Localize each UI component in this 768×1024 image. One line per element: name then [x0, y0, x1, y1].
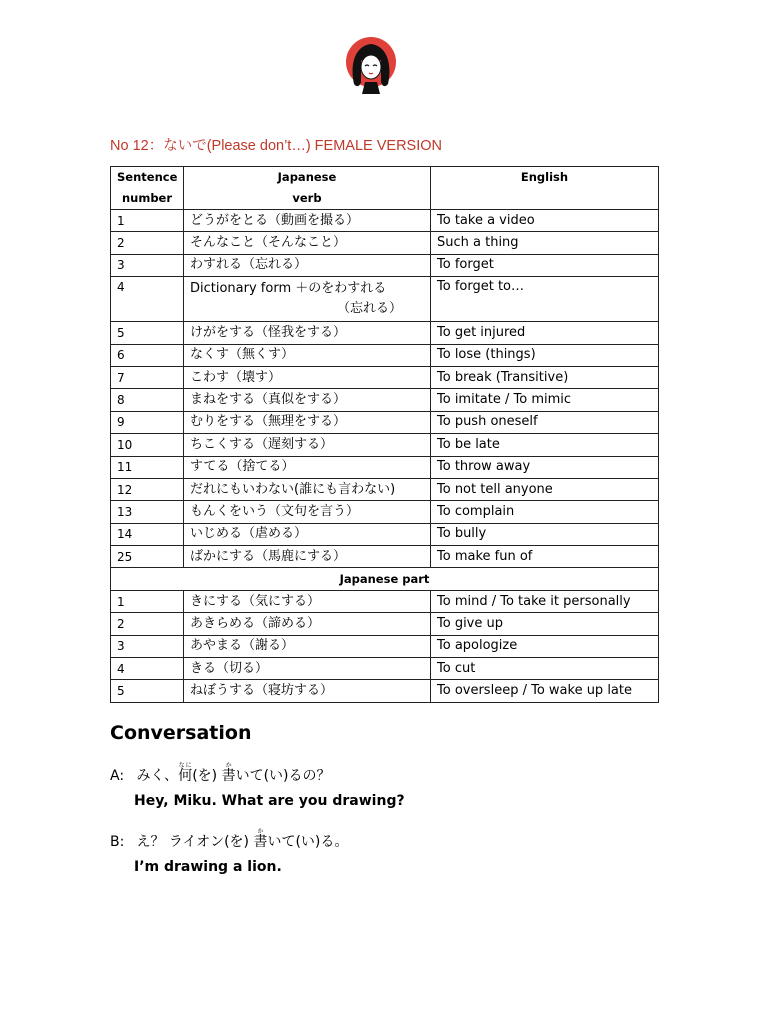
sentence-number: 4 — [111, 658, 184, 680]
english-meaning: To push oneself — [431, 411, 659, 433]
japanese-verb: そんなこと（そんなこと） — [184, 232, 431, 254]
japanese-verb: きにする（気にする） — [184, 590, 431, 612]
speaker-label: B: — [110, 834, 125, 850]
japanese-verb: ねぼうする（寝坊する） — [184, 680, 431, 702]
sentence-number: 5 — [111, 322, 184, 344]
table-row — [111, 456, 659, 478]
table-row — [111, 366, 659, 388]
english-meaning: To take a video — [431, 210, 659, 232]
english-meaning: Such a thing — [431, 232, 659, 254]
sentence-number: 4 — [111, 277, 184, 322]
sentence-number: 3 — [111, 254, 184, 276]
lesson-title: No 12：ないで(Please don’t…) FEMALE VERSION — [110, 138, 442, 154]
table-row — [111, 613, 659, 635]
english-meaning: To imitate / To mimic — [431, 389, 659, 411]
japanese-verb: けがをする（怪我をする） — [184, 322, 431, 344]
english-meaning: To apologize — [431, 635, 659, 657]
english-meaning: To bully — [431, 523, 659, 545]
table-row — [111, 635, 659, 657]
english-meaning: To forget to… — [431, 277, 659, 322]
english-meaning: To throw away — [431, 456, 659, 478]
conversation-translation-b: I’m drawing a lion. — [134, 859, 282, 875]
english-meaning: To be late — [431, 434, 659, 456]
sentence-number: 10 — [111, 434, 184, 456]
conversation-line-a: A: みく、何なに(を) 書かいて(い)るの？ — [110, 762, 331, 784]
sentence-number: 7 — [111, 366, 184, 388]
sentence-number: 1 — [111, 590, 184, 612]
japanese-verb: まねをする（真似をする） — [184, 389, 431, 411]
table-row — [111, 680, 659, 702]
japanese-verb: わすれる（忘れる） — [184, 254, 431, 276]
english-meaning: To mind / To take it personally — [431, 590, 659, 612]
english-meaning: To oversleep / To wake up late — [431, 680, 659, 702]
english-meaning: To lose (things) — [431, 344, 659, 366]
section-label: Japanese part — [111, 568, 659, 590]
table-row — [111, 232, 659, 254]
sentence-number: 3 — [111, 635, 184, 657]
table-row — [111, 254, 659, 276]
english-meaning: To give up — [431, 613, 659, 635]
conversation-line-b: B: え？ ライオン(を) 書かいて(い)る。 — [110, 828, 349, 850]
table-row — [111, 501, 659, 523]
section-row-japanese-part — [111, 568, 659, 590]
table-row — [111, 478, 659, 500]
sentence-number: 9 — [111, 411, 184, 433]
japanese-verb: もんくをいう（文句を言う） — [184, 501, 431, 523]
table-row — [111, 411, 659, 433]
english-meaning: To break (Transitive) — [431, 366, 659, 388]
english-meaning: To complain — [431, 501, 659, 523]
japanese-verb: ちこくする（遅刻する） — [184, 434, 431, 456]
table-row — [111, 322, 659, 344]
japanese-verb: だれにもいわない(誰にも言わない) — [184, 478, 431, 500]
table-header-row — [111, 167, 659, 210]
table-row — [111, 344, 659, 366]
table-row — [111, 389, 659, 411]
japanese-verb: きる（切る） — [184, 658, 431, 680]
english-meaning: To get injured — [431, 322, 659, 344]
table-row — [111, 658, 659, 680]
sentence-number: 6 — [111, 344, 184, 366]
sentence-number: 25 — [111, 546, 184, 568]
japanese-verb: こわす（壊す） — [184, 366, 431, 388]
japanese-verb: むりをする（無理をする） — [184, 411, 431, 433]
sentence-number: 2 — [111, 232, 184, 254]
conversation-translation-a: Hey, Miku. What are you drawing? — [134, 793, 405, 809]
japanese-verb: Dictionary form ＋のをわすれる （忘れる） — [184, 277, 431, 322]
sentence-number: 2 — [111, 613, 184, 635]
japanese-verb: あきらめる（諦める） — [184, 613, 431, 635]
table-row — [111, 210, 659, 232]
japanese-verb: あやまる（謝る） — [184, 635, 431, 657]
sentence-number: 12 — [111, 478, 184, 500]
japanese-verb: いじめる（虐める） — [184, 523, 431, 545]
vocabulary-table — [110, 166, 659, 703]
sentence-number: 13 — [111, 501, 184, 523]
speaker-label: A: — [110, 768, 125, 784]
table-row — [111, 523, 659, 545]
sentence-number: 1 — [111, 210, 184, 232]
girl-avatar-logo — [345, 36, 397, 94]
table-row — [111, 590, 659, 612]
table-row — [111, 546, 659, 568]
japanese-verb: ばかにする（馬鹿にする） — [184, 546, 431, 568]
japanese-verb: すてる（捨てる） — [184, 456, 431, 478]
sentence-number: 14 — [111, 523, 184, 545]
japanese-verb: なくす（無くす） — [184, 344, 431, 366]
header-japanese-verb: Japanese verb — [184, 167, 431, 210]
english-meaning: To forget — [431, 254, 659, 276]
header-english: English — [431, 167, 659, 210]
conversation-heading: Conversation — [110, 722, 252, 744]
english-meaning: To not tell anyone — [431, 478, 659, 500]
header-sentence-number: Sentence number — [111, 167, 184, 210]
english-meaning: To cut — [431, 658, 659, 680]
english-meaning: To make fun of — [431, 546, 659, 568]
table-row — [111, 434, 659, 456]
sentence-number: 5 — [111, 680, 184, 702]
japanese-verb: どうがをとる（動画を撮る） — [184, 210, 431, 232]
sentence-number: 11 — [111, 456, 184, 478]
table-row — [111, 277, 659, 322]
sentence-number: 8 — [111, 389, 184, 411]
